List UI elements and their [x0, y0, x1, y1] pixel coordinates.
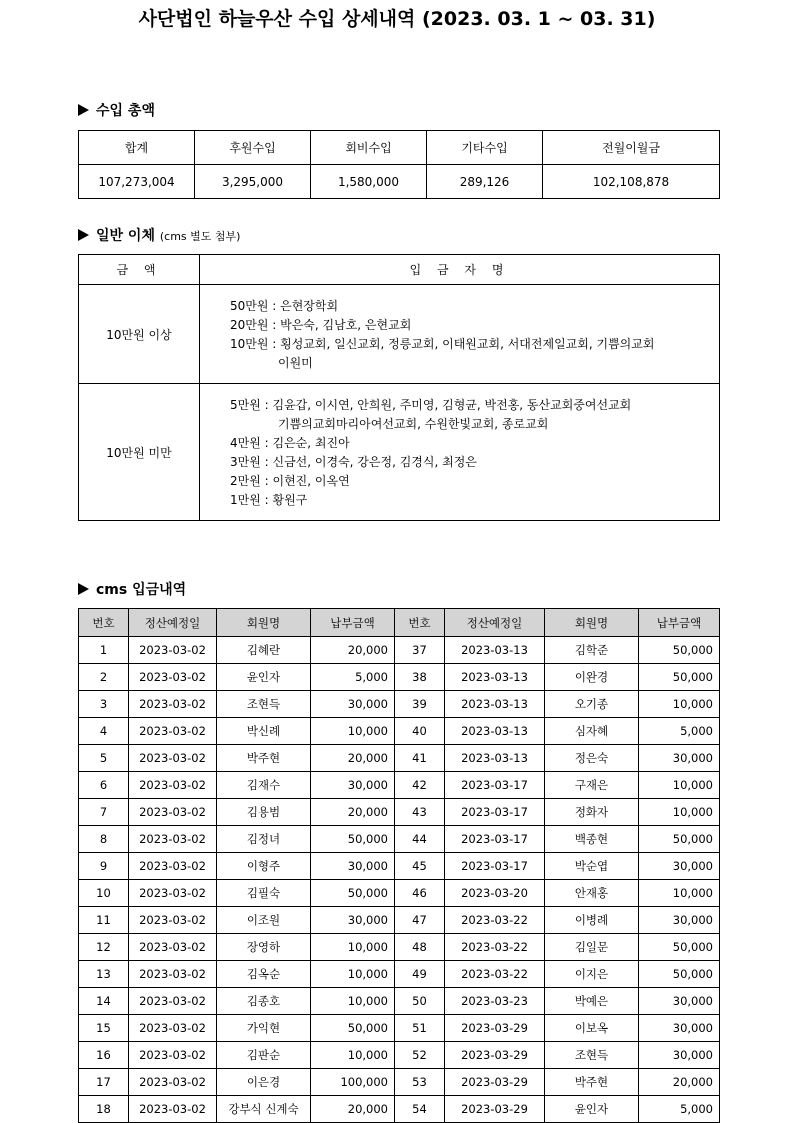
page-title: 사단법인 하늘우산 수입 상세내역 (2023. 03. 1 ~ 03. 31)	[138, 8, 656, 30]
member-name-cell: 이형주	[217, 853, 311, 880]
payment-amount-cell: 10,000	[639, 880, 720, 907]
settlement-date-cell: 2023-03-29	[445, 1042, 545, 1069]
payment-amount-cell: 30,000	[639, 1015, 720, 1042]
value-cell: 289,126	[427, 165, 543, 199]
row-number-cell: 39	[395, 691, 445, 718]
member-name-cell: 조현득	[545, 1042, 639, 1069]
value-cell: 3,295,000	[195, 165, 311, 199]
cms-deposit-table	[78, 608, 720, 1123]
payment-amount-cell: 10,000	[639, 772, 720, 799]
header-cell: 금 액	[79, 255, 200, 285]
table-row	[79, 907, 720, 934]
settlement-date-cell: 2023-03-02	[129, 934, 217, 961]
member-name-cell: 김옥순	[217, 961, 311, 988]
depositor-list	[200, 285, 720, 384]
settlement-date-cell: 2023-03-02	[129, 853, 217, 880]
depositor-line: 20만원 : 박은숙, 김남호, 은현교회	[230, 318, 412, 332]
settlement-date-cell: 2023-03-22	[445, 907, 545, 934]
table-row	[79, 772, 720, 799]
value-cell: 1,580,000	[311, 165, 427, 199]
table-row	[79, 1096, 720, 1123]
table-header-row	[79, 609, 720, 637]
member-name-cell: 김일문	[545, 934, 639, 961]
header-cell: 합계	[79, 131, 195, 165]
table-row	[79, 664, 720, 691]
payment-amount-cell: 50,000	[311, 826, 395, 853]
table-row	[79, 1015, 720, 1042]
header-cell: 정산예정일	[129, 609, 217, 637]
member-name-cell: 정은숙	[545, 745, 639, 772]
settlement-date-cell: 2023-03-02	[129, 1042, 217, 1069]
settlement-date-cell: 2023-03-17	[445, 826, 545, 853]
table-row	[79, 745, 720, 772]
row-number-cell: 17	[79, 1069, 129, 1096]
member-name-cell: 박순엽	[545, 853, 639, 880]
payment-amount-cell: 5,000	[311, 664, 395, 691]
payment-amount-cell: 30,000	[639, 907, 720, 934]
section-note: (cms 별도 첨부)	[159, 230, 241, 243]
settlement-date-cell: 2023-03-29	[445, 1015, 545, 1042]
table-row	[79, 1069, 720, 1096]
general-transfer-table	[78, 254, 720, 521]
member-name-cell: 심자혜	[545, 718, 639, 745]
member-name-cell: 장영하	[217, 934, 311, 961]
payment-amount-cell: 20,000	[639, 1069, 720, 1096]
payment-amount-cell: 100,000	[311, 1069, 395, 1096]
row-number-cell: 18	[79, 1096, 129, 1123]
member-name-cell: 이완경	[545, 664, 639, 691]
header-cell: 납부금액	[639, 609, 720, 637]
member-name-cell: 김혜란	[217, 637, 311, 664]
table-row	[79, 285, 720, 384]
depositor-line: 3만원 : 신금선, 이경숙, 강은정, 김경식, 최정은	[230, 455, 477, 469]
triangle-bullet-icon	[78, 104, 89, 116]
settlement-date-cell: 2023-03-23	[445, 988, 545, 1015]
payment-amount-cell: 10,000	[311, 961, 395, 988]
member-name-cell: 이조원	[217, 907, 311, 934]
row-number-cell: 42	[395, 772, 445, 799]
settlement-date-cell: 2023-03-02	[129, 637, 217, 664]
settlement-date-cell: 2023-03-29	[445, 1069, 545, 1096]
section-total-heading: 수입 총액	[78, 100, 155, 120]
payment-amount-cell: 50,000	[639, 826, 720, 853]
row-number-cell: 14	[79, 988, 129, 1015]
row-number-cell: 46	[395, 880, 445, 907]
settlement-date-cell: 2023-03-13	[445, 691, 545, 718]
settlement-date-cell: 2023-03-02	[129, 691, 217, 718]
member-name-cell: 이병례	[545, 907, 639, 934]
settlement-date-cell: 2023-03-02	[129, 772, 217, 799]
depositor-line: 4만원 : 김은순, 최진아	[230, 436, 350, 450]
row-number-cell: 3	[79, 691, 129, 718]
member-name-cell: 김판순	[217, 1042, 311, 1069]
payment-amount-cell: 30,000	[639, 988, 720, 1015]
row-number-cell: 47	[395, 907, 445, 934]
row-number-cell: 50	[395, 988, 445, 1015]
payment-amount-cell: 50,000	[311, 1015, 395, 1042]
settlement-date-cell: 2023-03-29	[445, 1096, 545, 1123]
member-name-cell: 강부식 신계숙	[217, 1096, 311, 1123]
table-header-row	[79, 131, 720, 165]
row-number-cell: 7	[79, 799, 129, 826]
member-name-cell: 이은경	[217, 1069, 311, 1096]
triangle-bullet-icon	[78, 583, 89, 595]
depositor-line: 1만원 : 황원구	[230, 493, 308, 507]
settlement-date-cell: 2023-03-02	[129, 799, 217, 826]
table-row	[79, 165, 720, 199]
value-cell: 102,108,878	[543, 165, 720, 199]
payment-amount-cell: 10,000	[311, 1042, 395, 1069]
header-cell: 회원명	[217, 609, 311, 637]
payment-amount-cell: 20,000	[311, 745, 395, 772]
payment-amount-cell: 10,000	[639, 799, 720, 826]
settlement-date-cell: 2023-03-02	[129, 745, 217, 772]
member-name-cell: 구재은	[545, 772, 639, 799]
member-name-cell: 안재홍	[545, 880, 639, 907]
table-row	[79, 880, 720, 907]
row-number-cell: 37	[395, 637, 445, 664]
settlement-date-cell: 2023-03-02	[129, 1069, 217, 1096]
row-number-cell: 43	[395, 799, 445, 826]
table-row	[79, 799, 720, 826]
member-name-cell: 백종현	[545, 826, 639, 853]
payment-amount-cell: 30,000	[311, 691, 395, 718]
header-cell: 납부금액	[311, 609, 395, 637]
header-cell: 회비수입	[311, 131, 427, 165]
payment-amount-cell: 20,000	[311, 799, 395, 826]
payment-amount-cell: 10,000	[311, 988, 395, 1015]
header-cell: 입 금 자 명	[200, 255, 720, 285]
member-name-cell: 박주현	[545, 1069, 639, 1096]
settlement-date-cell: 2023-03-02	[129, 961, 217, 988]
row-number-cell: 40	[395, 718, 445, 745]
row-number-cell: 11	[79, 907, 129, 934]
member-name-cell: 김종호	[217, 988, 311, 1015]
table-row	[79, 637, 720, 664]
row-number-cell: 2	[79, 664, 129, 691]
settlement-date-cell: 2023-03-02	[129, 718, 217, 745]
header-cell: 번호	[79, 609, 129, 637]
amount-range-cell: 10만원 미만	[79, 384, 200, 521]
settlement-date-cell: 2023-03-13	[445, 745, 545, 772]
value-cell: 107,273,004	[79, 165, 195, 199]
amount-range-cell: 10만원 이상	[79, 285, 200, 384]
row-number-cell: 15	[79, 1015, 129, 1042]
section-cms-heading: cms 입금내역	[78, 579, 186, 599]
payment-amount-cell: 30,000	[311, 907, 395, 934]
payment-amount-cell: 30,000	[311, 772, 395, 799]
payment-amount-cell: 5,000	[639, 718, 720, 745]
row-number-cell: 54	[395, 1096, 445, 1123]
settlement-date-cell: 2023-03-17	[445, 772, 545, 799]
row-number-cell: 12	[79, 934, 129, 961]
depositor-line: 5만원 : 김윤갑, 이시연, 안희원, 주미영, 김형균, 박전홍, 동산교회중여선교회	[230, 398, 632, 412]
row-number-cell: 4	[79, 718, 129, 745]
section-general-heading: 일반 이체 (cms 별도 첨부)	[78, 225, 240, 245]
payment-amount-cell: 20,000	[311, 1096, 395, 1123]
header-cell: 정산예정일	[445, 609, 545, 637]
settlement-date-cell: 2023-03-02	[129, 826, 217, 853]
member-name-cell: 김학준	[545, 637, 639, 664]
payment-amount-cell: 10,000	[311, 718, 395, 745]
member-name-cell: 박신례	[217, 718, 311, 745]
depositor-line: 50만원 : 은현장학회	[230, 299, 339, 313]
settlement-date-cell: 2023-03-02	[129, 664, 217, 691]
row-number-cell: 48	[395, 934, 445, 961]
member-name-cell: 김정녀	[217, 826, 311, 853]
table-row	[79, 853, 720, 880]
settlement-date-cell: 2023-03-02	[129, 988, 217, 1015]
row-number-cell: 38	[395, 664, 445, 691]
depositor-line: 기쁨의교회마리아여선교회, 수원한빛교회, 종로교회	[278, 417, 549, 431]
table-row	[79, 961, 720, 988]
settlement-date-cell: 2023-03-22	[445, 961, 545, 988]
depositor-list	[200, 384, 720, 521]
header-cell: 기타수입	[427, 131, 543, 165]
header-cell: 전월이월금	[543, 131, 720, 165]
row-number-cell: 53	[395, 1069, 445, 1096]
member-name-cell: 오기종	[545, 691, 639, 718]
row-number-cell: 49	[395, 961, 445, 988]
settlement-date-cell: 2023-03-20	[445, 880, 545, 907]
member-name-cell: 윤인자	[545, 1096, 639, 1123]
header-cell: 번호	[395, 609, 445, 637]
settlement-date-cell: 2023-03-17	[445, 799, 545, 826]
member-name-cell: 이지은	[545, 961, 639, 988]
table-row	[79, 691, 720, 718]
table-row	[79, 384, 720, 521]
member-name-cell: 김필숙	[217, 880, 311, 907]
member-name-cell: 김재수	[217, 772, 311, 799]
row-number-cell: 41	[395, 745, 445, 772]
payment-amount-cell: 5,000	[639, 1096, 720, 1123]
row-number-cell: 9	[79, 853, 129, 880]
member-name-cell: 박예은	[545, 988, 639, 1015]
member-name-cell: 조현득	[217, 691, 311, 718]
payment-amount-cell: 10,000	[639, 691, 720, 718]
table-row	[79, 826, 720, 853]
row-number-cell: 51	[395, 1015, 445, 1042]
member-name-cell: 정화자	[545, 799, 639, 826]
payment-amount-cell: 50,000	[639, 961, 720, 988]
member-name-cell: 박주현	[217, 745, 311, 772]
row-number-cell: 6	[79, 772, 129, 799]
payment-amount-cell: 30,000	[639, 853, 720, 880]
payment-amount-cell: 50,000	[639, 664, 720, 691]
member-name-cell: 윤인자	[217, 664, 311, 691]
member-name-cell: 가익현	[217, 1015, 311, 1042]
payment-amount-cell: 50,000	[311, 880, 395, 907]
row-number-cell: 10	[79, 880, 129, 907]
payment-amount-cell: 20,000	[311, 637, 395, 664]
header-cell: 후원수입	[195, 131, 311, 165]
settlement-date-cell: 2023-03-13	[445, 664, 545, 691]
row-number-cell: 44	[395, 826, 445, 853]
row-number-cell: 13	[79, 961, 129, 988]
settlement-date-cell: 2023-03-02	[129, 880, 217, 907]
settlement-date-cell: 2023-03-02	[129, 907, 217, 934]
member-name-cell: 이보옥	[545, 1015, 639, 1042]
payment-amount-cell: 50,000	[639, 637, 720, 664]
settlement-date-cell: 2023-03-13	[445, 718, 545, 745]
income-total-table	[78, 130, 720, 199]
row-number-cell: 45	[395, 853, 445, 880]
payment-amount-cell: 30,000	[639, 1042, 720, 1069]
settlement-date-cell: 2023-03-13	[445, 637, 545, 664]
table-row	[79, 1042, 720, 1069]
table-row	[79, 934, 720, 961]
settlement-date-cell: 2023-03-02	[129, 1096, 217, 1123]
table-header-row	[79, 255, 720, 285]
row-number-cell: 52	[395, 1042, 445, 1069]
settlement-date-cell: 2023-03-17	[445, 853, 545, 880]
row-number-cell: 16	[79, 1042, 129, 1069]
row-number-cell: 1	[79, 637, 129, 664]
row-number-cell: 8	[79, 826, 129, 853]
row-number-cell: 5	[79, 745, 129, 772]
header-cell: 회원명	[545, 609, 639, 637]
settlement-date-cell: 2023-03-02	[129, 1015, 217, 1042]
triangle-bullet-icon	[78, 229, 89, 241]
payment-amount-cell: 30,000	[311, 853, 395, 880]
table-row	[79, 988, 720, 1015]
depositor-line: 2만원 : 이현진, 이옥연	[230, 474, 350, 488]
payment-amount-cell: 30,000	[639, 745, 720, 772]
depositor-line: 10만원 : 횡성교회, 일신교회, 정릉교회, 이태원교회, 서대전제일교회, 기쁨의교회	[230, 337, 655, 351]
member-name-cell: 김용범	[217, 799, 311, 826]
table-row	[79, 718, 720, 745]
depositor-line: 이원미	[278, 356, 313, 370]
settlement-date-cell: 2023-03-22	[445, 934, 545, 961]
payment-amount-cell: 50,000	[639, 934, 720, 961]
payment-amount-cell: 10,000	[311, 934, 395, 961]
